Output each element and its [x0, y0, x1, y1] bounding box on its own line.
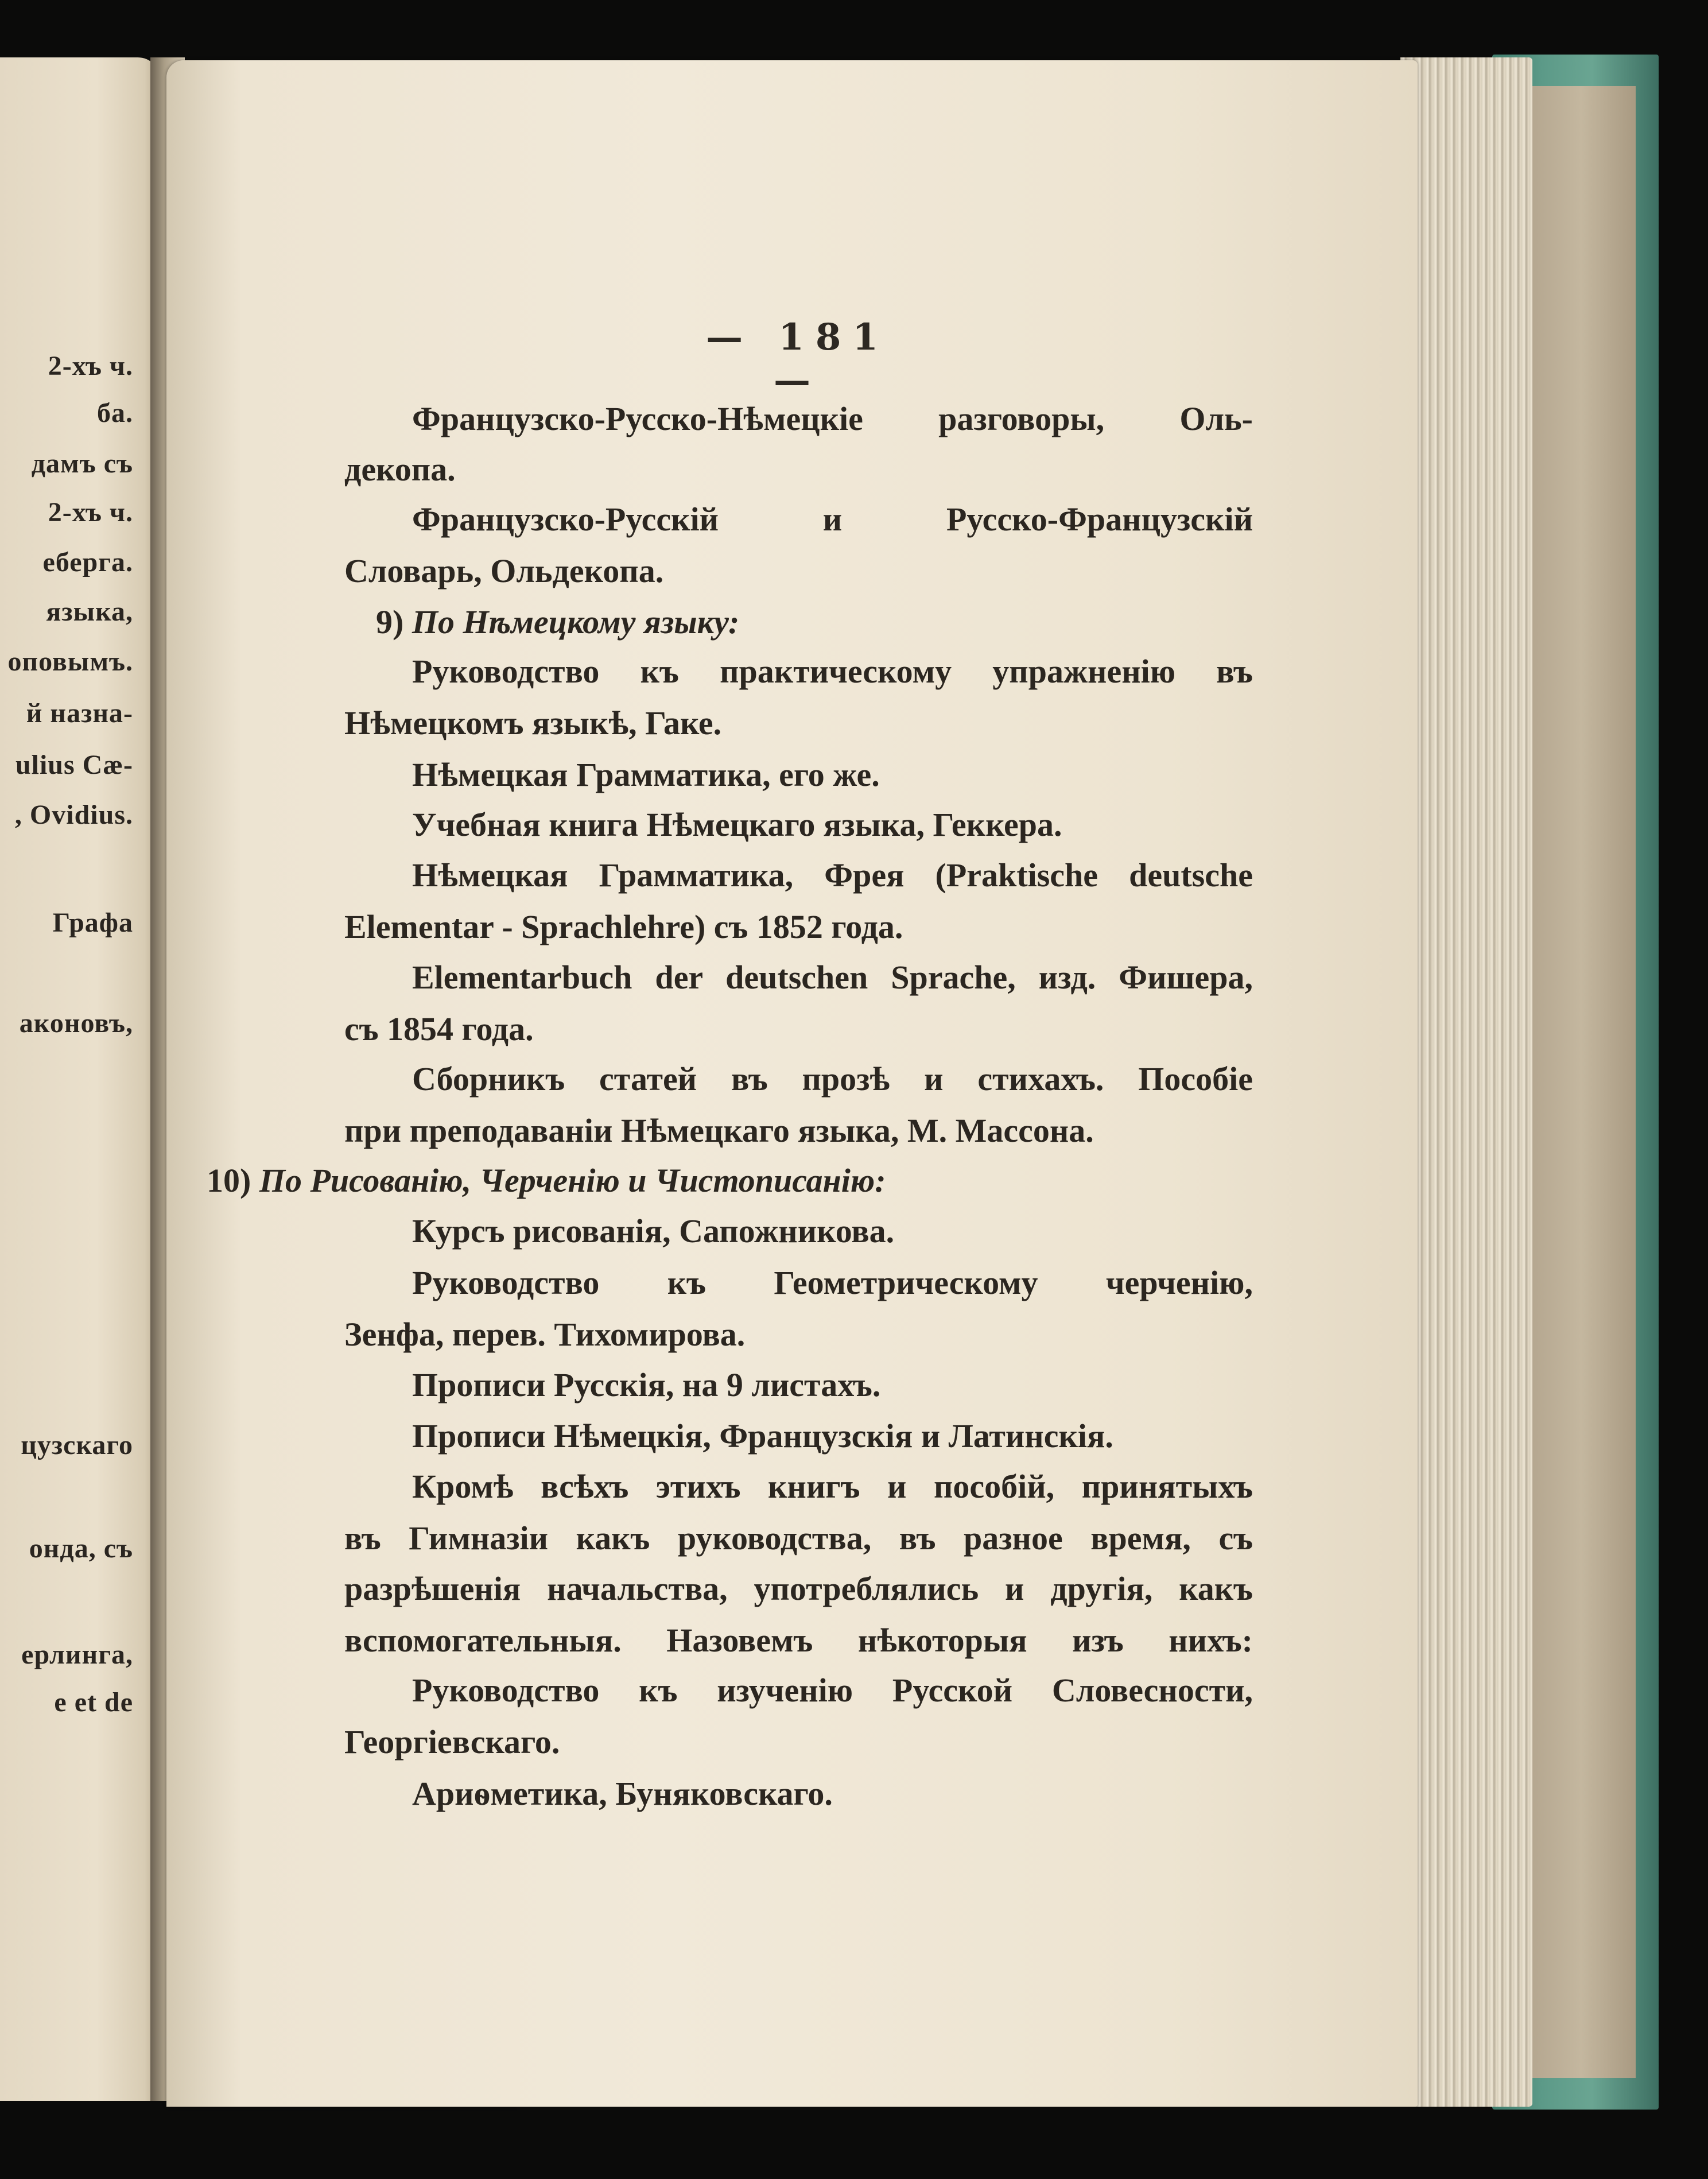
text-line: Руководство къ практическому упражненію въ	[412, 653, 1253, 690]
text-line: Прописи Русскія, на 9 листахъ.	[412, 1366, 881, 1403]
text-line: Нѣмецкая Грамматика, его же.	[412, 756, 880, 793]
text-line: въ Гимназіи какъ руководства, въ разное время, съ	[344, 1519, 1253, 1557]
left-fragment: ерлинга,	[21, 1639, 133, 1670]
text-line: съ 1854 года.	[344, 1010, 534, 1048]
left-fragment: дамъ съ	[31, 448, 133, 479]
left-fragment: 2-хъ ч.	[48, 351, 133, 381]
text-line: Руководство къ изученію Русской Словесности,	[412, 1672, 1253, 1709]
left-fragment: аконовъ,	[19, 1008, 133, 1038]
text-line: Словарь, Ольдекопа.	[344, 552, 664, 590]
heading-number: 9)	[376, 603, 404, 641]
text-line: Кромѣ всѣхъ этихъ книгъ и пособій, принятыхъ	[412, 1468, 1253, 1505]
text-line: Нѣмецкая Грамматика, Фрея (Praktische deutsche	[412, 856, 1253, 894]
left-fragment: цузскаго	[21, 1430, 133, 1460]
left-fragment: , Ovidius.	[14, 800, 133, 830]
left-fragment: еберга.	[42, 547, 133, 577]
left-fragment: онда, съ	[29, 1533, 133, 1564]
section-heading-10	[207, 1161, 886, 1200]
left-fragment: й назна-	[26, 698, 133, 728]
text-line: декопа.	[344, 451, 456, 488]
text-line: разрѣшенія начальства, употреблялись и другія, какъ	[344, 1570, 1253, 1607]
text-line: при преподаваніи Нѣмецкаго языка, М. Массона.	[344, 1112, 1094, 1149]
text-line: Французско-Русскій и Русско-Французскій	[412, 501, 1253, 538]
left-fragment: ба.	[97, 398, 133, 428]
left-fragment: языка,	[46, 596, 133, 627]
text-line: Руководство къ Геометрическому черченію,	[412, 1264, 1253, 1301]
text-line: Французско-Русско-Нѣмецкіе разговоры, Оль-	[412, 400, 1253, 437]
text-line: Elementarbuch der deutschen Sprache, изд. Фишера,	[412, 959, 1253, 996]
page-number: — 181 —	[706, 316, 890, 402]
text-line: Сборникъ статей въ прозѣ и стихахъ. Пособіе	[412, 1060, 1253, 1098]
left-fragment: оповымъ.	[7, 646, 133, 677]
left-fragment: ulius Cæ-	[15, 750, 133, 780]
book-cover-lining	[1527, 86, 1636, 2078]
text-line: Нѣмецкомъ языкѣ, Гаке.	[344, 704, 722, 742]
text-line: вспомогательныя. Назовемъ нѣкоторыя изъ нихъ:	[344, 1622, 1253, 1659]
heading-text: По Нѣмецкому языку:	[412, 603, 740, 641]
left-facing-page	[0, 57, 161, 2101]
right-page	[166, 60, 1418, 2107]
left-fragment: Графа	[52, 908, 133, 938]
text-line: Учебная книга Нѣмецкаго языка, Геккера.	[412, 806, 1062, 843]
text-line: Курсъ рисованія, Сапожникова.	[412, 1212, 895, 1250]
left-fragment: e et de	[54, 1687, 133, 1717]
text-line: Elementar - Sprachlehre) съ 1852 года.	[344, 908, 903, 945]
heading-number: 10)	[207, 1162, 251, 1199]
text-line: Зенфа, перев. Тихомирова.	[344, 1316, 746, 1353]
bottom-shadow	[517, 2107, 1492, 2124]
text-line: Ариѳметика, Буняковскаго.	[412, 1775, 833, 1812]
left-fragment: 2-хъ ч.	[48, 497, 133, 528]
page-block-edges	[1400, 57, 1532, 2107]
heading-text: По Рисованію, Черченію и Чистописанію:	[259, 1162, 886, 1199]
text-line: Прописи Нѣмецкія, Французскія и Латинскія.	[412, 1417, 1113, 1455]
section-heading-9	[376, 603, 739, 641]
text-line: Георгіевскаго.	[344, 1723, 560, 1761]
